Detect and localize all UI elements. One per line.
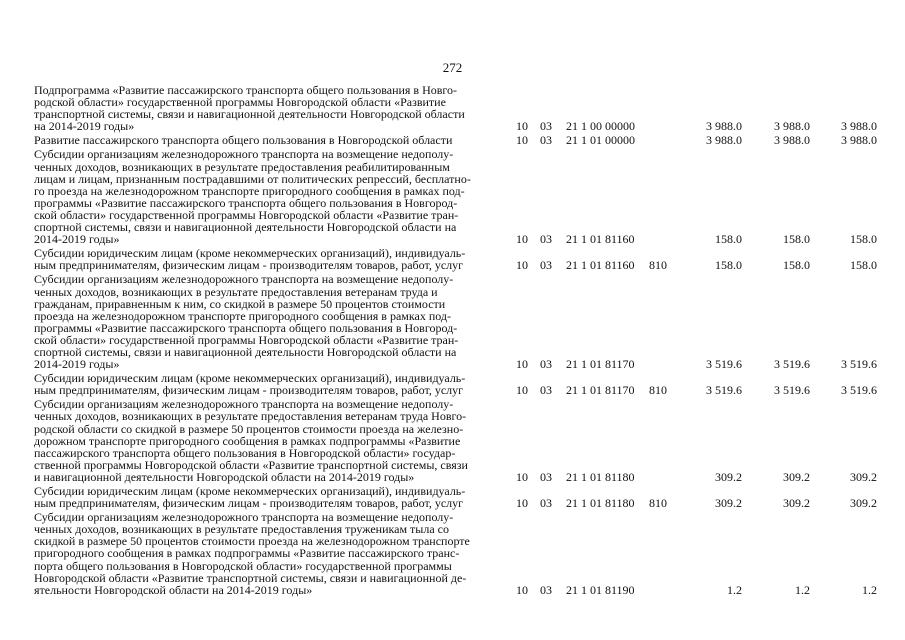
description-line: Субсидии организациям железнодорожного транспорта на возмещение недополу- bbox=[34, 147, 454, 162]
section-code: 10 bbox=[516, 383, 528, 398]
description-line: ченных доходов, возникающих в результате предоставления ветеранам труда Новго- bbox=[34, 409, 467, 424]
target-article-code: 21 1 01 81180 bbox=[566, 496, 635, 511]
description-line: порта общего пользования в Новгородской области» государственной программы bbox=[34, 558, 452, 573]
table-row bbox=[0, 372, 905, 396]
target-article-code: 21 1 01 00000 bbox=[566, 133, 635, 148]
description-line: родской области со скидкой в размере 50 процентов стоимости проезда на железно- bbox=[34, 421, 464, 436]
amount-year-3: 3 988.0 bbox=[841, 133, 877, 148]
section-code: 10 bbox=[516, 582, 528, 597]
description-line: Субсидии юридическим лицам (кроме некоммерческих организаций), индивидуаль- bbox=[34, 371, 466, 386]
target-article-code: 21 1 01 81190 bbox=[566, 582, 635, 597]
section-code: 10 bbox=[516, 469, 528, 484]
description-line: ской области» государственной программы Новгородской области «Развитие тран- bbox=[34, 332, 459, 347]
description-line: ным предпринимателям, физическим лицам - производителям товаров, работ, услуг bbox=[34, 496, 464, 511]
table-row bbox=[0, 485, 905, 509]
description-line: Развитие пассажирского транспорта общего пользования в Новгородской области bbox=[34, 133, 453, 148]
amount-year-2: 309.2 bbox=[783, 496, 810, 511]
amount-year-3: 3 519.6 bbox=[841, 383, 877, 398]
row-description bbox=[34, 398, 508, 483]
description-line: ственной программы Новгородской области «Развитие транспортной системы, связи bbox=[34, 457, 468, 472]
amount-year-1: 158.0 bbox=[715, 258, 742, 273]
description-line: спортной системы, связи и навигационной деятельности Новгородской области на bbox=[34, 220, 457, 235]
row-description bbox=[34, 511, 508, 596]
subsection-code: 03 bbox=[540, 119, 552, 134]
row-description bbox=[34, 485, 508, 509]
description-line: ным предпринимателям, физическим лицам - производителям товаров, работ, услуг bbox=[34, 383, 464, 398]
row-description bbox=[34, 372, 508, 396]
row-description bbox=[34, 273, 508, 370]
subsection-code: 03 bbox=[540, 133, 552, 148]
description-line: ятельности Новгородской области на 2014-2019 годы» bbox=[34, 582, 313, 597]
description-line: Субсидии организациям железнодорожного транспорта на возмещение недополу- bbox=[34, 510, 454, 525]
amount-year-2: 158.0 bbox=[783, 258, 810, 273]
amount-year-2: 3 519.6 bbox=[774, 357, 810, 372]
page-number: 272 bbox=[442, 60, 463, 75]
description-line: Субсидии юридическим лицам (кроме некоммерческих организаций), индивидуаль- bbox=[34, 246, 466, 261]
amount-year-3: 309.2 bbox=[850, 469, 877, 484]
target-article-code: 21 1 00 00000 bbox=[566, 119, 635, 134]
amount-year-3: 3 988.0 bbox=[841, 119, 877, 134]
description-line: ным предпринимателям, физическим лицам - производителям товаров, работ, услуг bbox=[34, 258, 464, 273]
subsection-code: 03 bbox=[540, 232, 552, 247]
amount-year-2: 3 988.0 bbox=[774, 133, 810, 148]
subsection-code: 03 bbox=[540, 496, 552, 511]
description-line: Подпрограмма «Развитие пассажирского транспорта общего пользования в Новго- bbox=[34, 83, 458, 97]
amount-year-2: 1.2 bbox=[795, 582, 810, 597]
amount-year-2: 309.2 bbox=[783, 469, 810, 484]
description-line: и навигационной деятельности Новгородской области на 2014-2019 годы» bbox=[34, 469, 415, 484]
description-line: ченных доходов, возникающих в результате предоставления труженикам тыла со bbox=[34, 522, 450, 537]
description-line: программы «Развитие пассажирского транспорта общего пользования в Новгород- bbox=[34, 195, 458, 210]
row-description bbox=[34, 148, 508, 245]
target-article-code: 21 1 01 81160 bbox=[566, 232, 635, 247]
amount-year-2: 3 988.0 bbox=[774, 119, 810, 134]
subsection-code: 03 bbox=[540, 357, 552, 372]
section-code: 10 bbox=[516, 258, 528, 273]
expense-type-code: 810 bbox=[649, 258, 667, 273]
description-line: 2014-2019 годы» bbox=[34, 357, 120, 372]
description-line: ченных доходов, возникающих в результате предоставления реабилитированным bbox=[34, 159, 450, 174]
amount-year-1: 309.2 bbox=[715, 496, 742, 511]
section-code: 10 bbox=[516, 357, 528, 372]
amount-year-3: 3 519.6 bbox=[841, 357, 877, 372]
amount-year-2: 3 519.6 bbox=[774, 383, 810, 398]
amount-year-3: 1.2 bbox=[862, 582, 877, 597]
amount-year-3: 158.0 bbox=[850, 232, 877, 247]
amount-year-1: 158.0 bbox=[715, 232, 742, 247]
section-code: 10 bbox=[516, 496, 528, 511]
description-line: пригородного сообщения в рамках подпрограммы «Развитие пассажирского транс- bbox=[34, 546, 460, 561]
row-description bbox=[34, 84, 508, 132]
target-article-code: 21 1 01 81170 bbox=[566, 357, 635, 372]
amount-year-3: 309.2 bbox=[850, 496, 877, 511]
table-row bbox=[0, 511, 905, 596]
amount-year-3: 158.0 bbox=[850, 258, 877, 273]
description-line: лицам и лицам, признанным пострадавшими от политических репрессий, бесплатно- bbox=[34, 171, 471, 186]
description-line: проезда на железнодорожном транспорте пригородного сообщения в рамках под- bbox=[34, 308, 452, 323]
section-code: 10 bbox=[516, 119, 528, 134]
budget-table bbox=[0, 84, 905, 598]
subsection-code: 03 bbox=[540, 469, 552, 484]
table-row bbox=[0, 84, 905, 132]
row-description bbox=[34, 134, 508, 146]
table-row bbox=[0, 148, 905, 245]
description-line: спортной системы, связи и навигационной деятельности Новгородской области на bbox=[34, 344, 457, 359]
target-article-code: 21 1 01 81170 bbox=[566, 383, 635, 398]
subsection-code: 03 bbox=[540, 258, 552, 273]
description-line: Субсидии организациям железнодорожного транспорта на возмещение недополу- bbox=[34, 272, 454, 287]
description-line: Субсидии организациям железнодорожного транспорта на возмещение недополу- bbox=[34, 397, 454, 412]
description-line: Субсидии юридическим лицам (кроме некоммерческих организаций), индивидуаль- bbox=[34, 484, 466, 498]
description-line: дорожном транспорте пригородного сообщения в рамках подпрограммы «Развитие bbox=[34, 433, 461, 448]
description-line: 2014-2019 годы» bbox=[34, 232, 120, 247]
amount-year-1: 3 519.6 bbox=[706, 357, 742, 372]
description-line: ченных доходов, возникающих в результате предоставления ветеранам труда и bbox=[34, 284, 438, 299]
description-line: транспортной системы, связи и навигационной деятельности Новгородской области bbox=[34, 107, 465, 122]
amount-year-1: 3 519.6 bbox=[706, 383, 742, 398]
amount-year-2: 158.0 bbox=[783, 232, 810, 247]
description-line: го проезда на железнодорожном транспорте пригородного сообщения в рамках под- bbox=[34, 183, 465, 198]
section-code: 10 bbox=[516, 133, 528, 148]
description-line: гражданам, приравненным к ним, со скидкой в размере 50 процентов стоимости bbox=[34, 296, 446, 311]
row-description bbox=[34, 247, 508, 271]
subsection-code: 03 bbox=[540, 582, 552, 597]
amount-year-1: 3 988.0 bbox=[706, 133, 742, 148]
section-code: 10 bbox=[516, 232, 528, 247]
amount-year-1: 3 988.0 bbox=[706, 119, 742, 134]
table-row bbox=[0, 273, 905, 370]
description-line: пассажирского транспорта общего пользования в Новгородской области» государ- bbox=[34, 445, 456, 460]
description-line: Новгородской области «Развитие транспортной системы, связи и навигационной де- bbox=[34, 570, 467, 585]
expense-type-code: 810 bbox=[649, 383, 667, 398]
description-line: на 2014-2019 годы» bbox=[34, 119, 135, 134]
target-article-code: 21 1 01 81160 bbox=[566, 258, 635, 273]
amount-year-1: 1.2 bbox=[727, 582, 742, 597]
table-row bbox=[0, 247, 905, 271]
amount-year-1: 309.2 bbox=[715, 469, 742, 484]
table-row bbox=[0, 134, 905, 146]
description-line: скидкой в размере 50 процентов стоимости проезда на железнодорожном транспорте bbox=[34, 534, 470, 549]
expense-type-code: 810 bbox=[649, 496, 667, 511]
description-line: ской области» государственной программы Новгородской области «Развитие тран- bbox=[34, 207, 459, 222]
subsection-code: 03 bbox=[540, 383, 552, 398]
target-article-code: 21 1 01 81180 bbox=[566, 469, 635, 484]
description-line: программы «Развитие пассажирского транспорта общего пользования в Новгород- bbox=[34, 320, 458, 335]
table-row bbox=[0, 398, 905, 483]
description-line: родской области» государственной программы Новгородской области «Развитие bbox=[34, 95, 446, 110]
